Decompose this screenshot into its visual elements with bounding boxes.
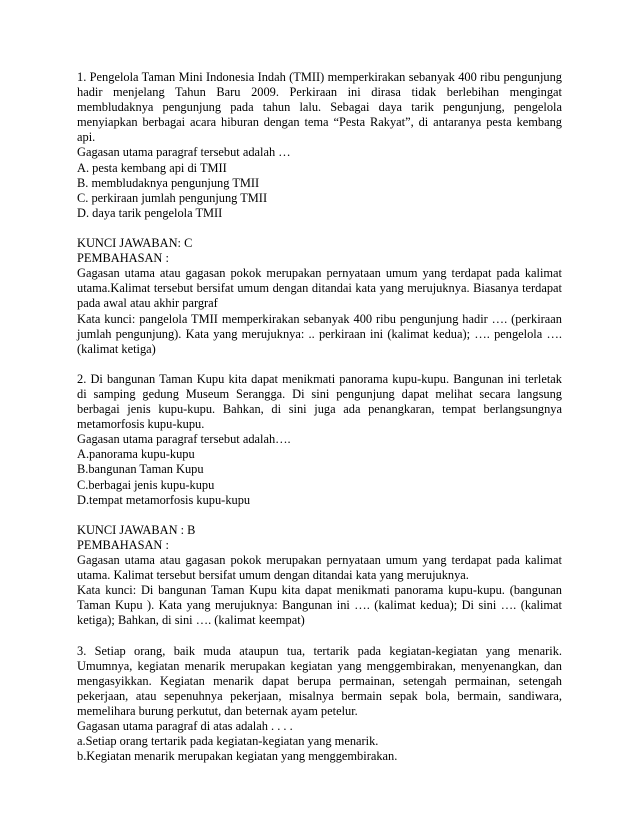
document-page bbox=[77, 70, 562, 764]
question-1 bbox=[77, 70, 562, 221]
question-3-option-a: a.Setiap orang tertarik pada kegiatan-kegiatan yang menarik. bbox=[77, 734, 379, 749]
discussion-2: Gagasan utama atau gagasan pokok merupakan pernyataan umum yang terdapat pada kalimat utama. Kalimat tersebut bersifat umum dengan ditandai kata yang merujuknya. bbox=[77, 553, 562, 583]
question-1-option-c: C. perkiraan jumlah pengunjung TMII bbox=[77, 190, 268, 205]
spacer bbox=[77, 628, 562, 643]
question-2-option-d: D.tempat metamorfosis kupu-kupu bbox=[77, 492, 251, 507]
question-3-text: 3. Setiap orang, baik muda ataupun tua, tertarik pada kegiatan-kegiatan yang menarik. Umumnya, kegiatan menarik merupakan kegiatan yang menggembirakan, menyenangkan, dan mengasyikkan. Kegiatan menarik dapat berupa permainan, setengah permainan, setengah pekerjaan, atau sepenuhnya pekerjaan, misalnya bermain sepak bola, bermain, sandiwara, memelihara burung perkutut, dan beternak ayam petelur. bbox=[77, 643, 562, 718]
question-1-option-a: A. pesta kembang api di TMII bbox=[77, 160, 227, 175]
question-3-option-b: b.Kegiatan menarik merupakan kegiatan yang menggembirakan. bbox=[77, 749, 398, 764]
question-2-option-c: C.berbagai jenis kupu-kupu bbox=[77, 477, 215, 492]
spacer bbox=[77, 221, 562, 236]
discussion-label-1: PEMBAHASAN : bbox=[77, 251, 169, 266]
question-2 bbox=[77, 372, 562, 508]
question-1-option-b: B. membludaknya pengunjung TMII bbox=[77, 175, 260, 190]
question-2-text: 2. Di bangunan Taman Kupu kita dapat menikmati panorama kupu-kupu. Bangunan ini terletak di samping gedung Museum Serangga. Di sini pengunjung dapat melihat secara langsung berbagai jenis kupu-kupu. Bahkan, di sini juga ada penangkaran, tempat berlangsungnya metamorfosis kupu-kupu. bbox=[77, 371, 562, 432]
question-1-prompt: Gagasan utama paragraf tersebut adalah … bbox=[77, 145, 291, 160]
key-sentence-1: Kata kunci: pangelola TMII memperkirakan sebanyak 400 ribu pengunjung hadir …. (perkiraan jumlah pengunjung). Kata yang merujuknya: .. perkiraan ini (kalimat kedua); …. pengelola …. (kalimat ketiga) bbox=[77, 311, 562, 356]
spacer bbox=[77, 357, 562, 372]
question-3 bbox=[77, 644, 562, 765]
answer-2 bbox=[77, 523, 562, 629]
discussion-label-2: PEMBAHASAN : bbox=[77, 537, 169, 552]
question-2-option-b: B.bangunan Taman Kupu bbox=[77, 462, 204, 477]
key-sentence-2: Kata kunci: Di bangunan Taman Kupu kita dapat menikmati panorama kupu-kupu. (bangunan Taman Kupu ). Kata yang merujuknya: Bangunan ini …. (kalimat kedua); Di sini …. (kalimat ketiga); Bahkan, di sini …. (kalimat keempat) bbox=[77, 583, 562, 628]
question-2-option-a: A.panorama kupu-kupu bbox=[77, 447, 195, 462]
answer-key-1: KUNCI JAWABAN: C bbox=[77, 236, 193, 251]
answer-key-2: KUNCI JAWABAN : B bbox=[77, 522, 196, 537]
question-1-option-d: D. daya tarik pengelola TMII bbox=[77, 205, 223, 220]
question-1-text: 1. Pengelola Taman Mini Indonesia Indah (TMII) memperkirakan sebanyak 400 ribu pengunjung hadir menjelang Tahun Baru 2009. Perkiraan ini dirasa tidak berlebihan mengingat membludaknya pengunjung pada tahun lalu. Sebagai daya tarik pengunjung, pengelola menyiapkan berbagai acara hiburan dengan tema “Pesta Rakyat”, di antaranya pesta kembang api. bbox=[77, 70, 562, 145]
question-2-prompt: Gagasan utama paragraf tersebut adalah…. bbox=[77, 432, 291, 447]
answer-1 bbox=[77, 236, 562, 357]
discussion-1: Gagasan utama atau gagasan pokok merupakan pernyataan umum yang terdapat pada kalimat utama.Kalimat tersebut bersifat umum dengan ditandai kata yang merujuknya. Biasanya terdapat pada awal atau akhir pargraf bbox=[77, 266, 562, 311]
question-3-prompt: Gagasan utama paragraf di atas adalah . . . . bbox=[77, 719, 293, 734]
spacer bbox=[77, 508, 562, 523]
